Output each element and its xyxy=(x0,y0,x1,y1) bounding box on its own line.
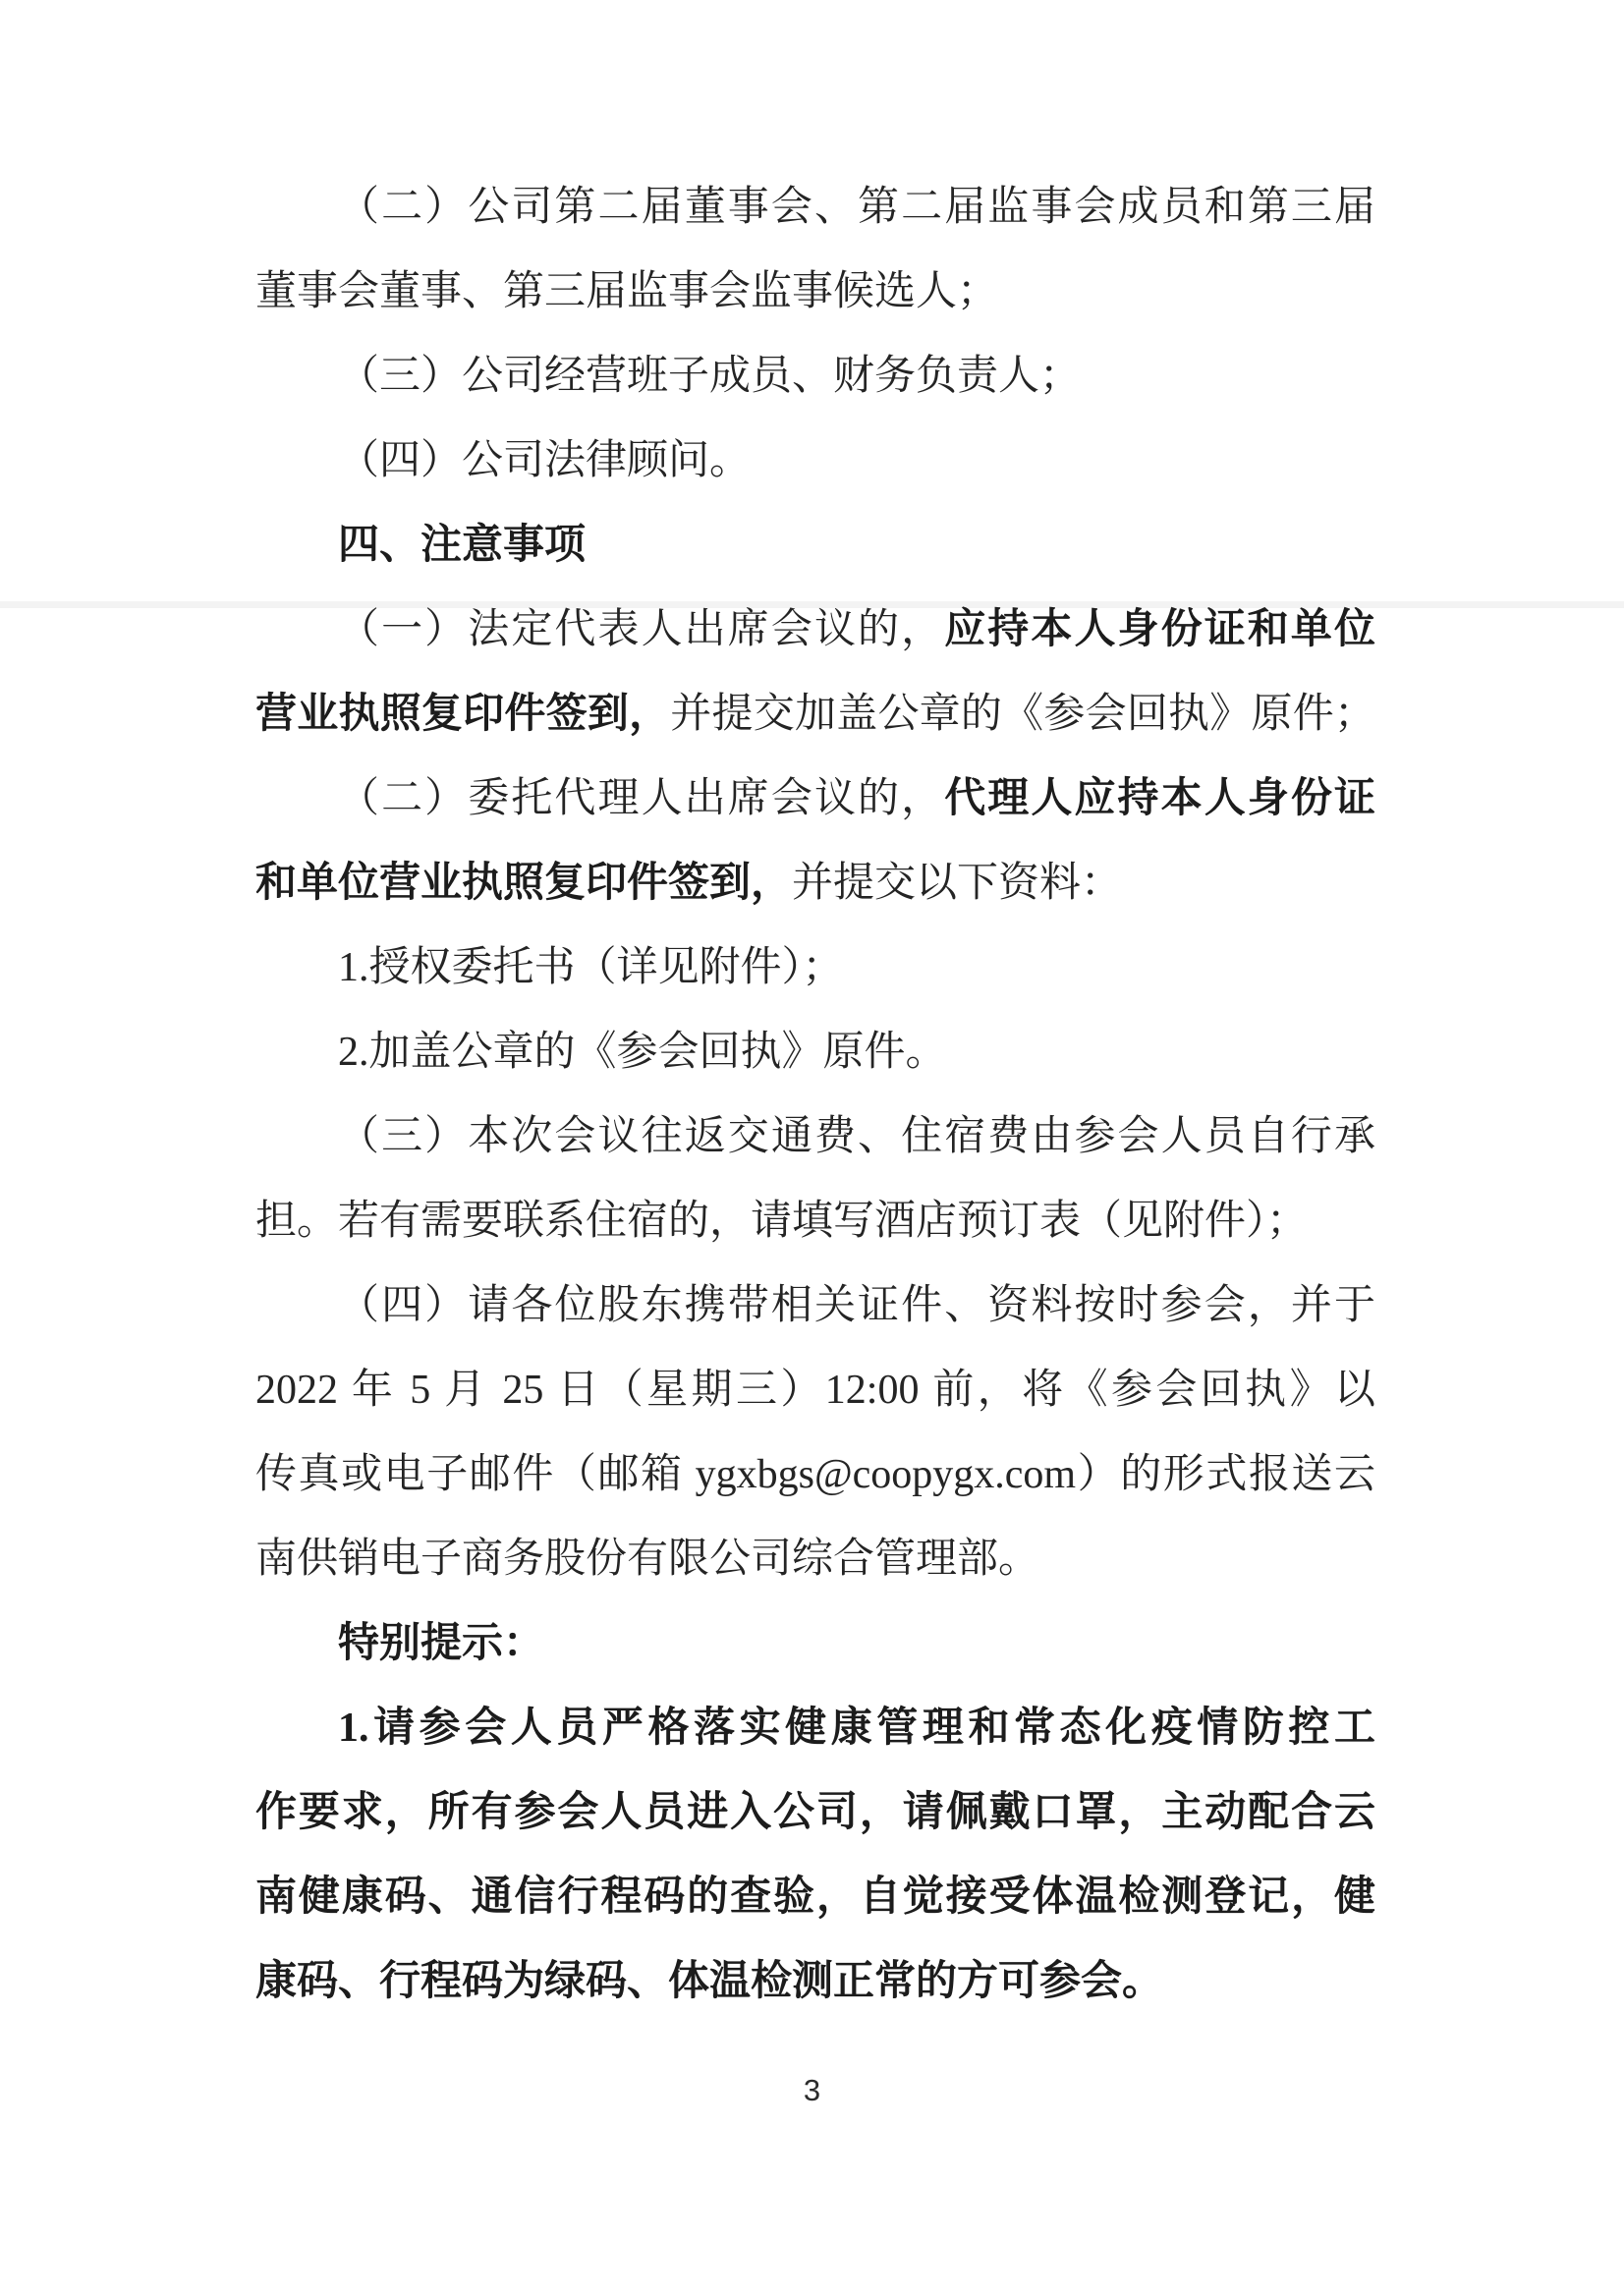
text-run: 董事会董事、第三届监事会监事候选人； xyxy=(255,269,999,314)
bold-text-run: 四、注意事项 xyxy=(338,523,587,568)
text-run: 并提交以下资料： xyxy=(792,861,1123,906)
text-line xyxy=(255,1010,1375,1094)
bold-text-run: 1.请参会人员严格落实健康管理和常态化疫情防控工 xyxy=(338,1706,1375,1751)
text-line xyxy=(255,1855,1375,1939)
text-run: 2.加盖公章的《参会回执》原件。 xyxy=(338,1030,947,1075)
text-run: 南供销电子商务股份有限公司综合管理部。 xyxy=(255,1537,1040,1582)
bold-text-run: 南健康码、通信行程码的查验，自觉接受体温检测登记，健 xyxy=(255,1875,1375,1920)
text-line xyxy=(255,165,1375,250)
bold-text-run: 特别提示： xyxy=(338,1621,545,1666)
text-line xyxy=(255,503,1375,588)
text-line xyxy=(255,1263,1375,1348)
text-line xyxy=(255,672,1375,756)
text-line xyxy=(255,1432,1375,1517)
text-line xyxy=(255,756,1375,841)
text-line xyxy=(255,588,1375,672)
text-line xyxy=(255,419,1375,503)
text-line xyxy=(255,250,1375,334)
text-line xyxy=(255,1094,1375,1179)
page-footer xyxy=(0,2073,1624,2108)
bold-text-run: 应持本人身份证和单位 xyxy=(944,607,1375,652)
bold-text-run: 和单位营业执照复印件签到， xyxy=(255,861,793,906)
text-line xyxy=(255,1939,1375,2024)
text-line xyxy=(255,1770,1375,1855)
page-number: 3 xyxy=(803,2073,821,2107)
text-run: 担。若有需要联系住宿的，请填写酒店预订表（见附件）； xyxy=(255,1199,1309,1244)
text-line xyxy=(255,1686,1375,1770)
text-line xyxy=(255,1179,1375,1263)
text-run: （二）委托代理人出席会议的， xyxy=(338,776,945,821)
text-run: （四）请各位股东携带相关证件、资料按时参会，并于 xyxy=(338,1283,1375,1328)
text-run: （一）法定代表人出席会议的， xyxy=(338,607,945,652)
text-run: 2022 年 5 月 25 日（星期三）12:00 前，将《参会回执》以 xyxy=(255,1368,1375,1413)
text-run: 传真或电子邮件（邮箱 ygxbgs@coopygx.com）的形式报送云 xyxy=(255,1452,1375,1497)
text-line xyxy=(255,925,1375,1010)
text-line xyxy=(255,1517,1375,1601)
text-line xyxy=(255,1348,1375,1432)
bold-text-run: 作要求，所有参会人员进入公司，请佩戴口罩，主动配合云 xyxy=(255,1790,1375,1835)
bold-text-run: 代理人应持本人身份证 xyxy=(944,776,1375,821)
text-line xyxy=(255,841,1375,925)
text-line xyxy=(255,1601,1375,1686)
text-run: （二）公司第二届董事会、第二届监事会成员和第三届 xyxy=(338,185,1375,230)
bold-text-run: 营业执照复印件签到， xyxy=(255,692,671,737)
text-run: 1.授权委托书（详见附件）； xyxy=(338,945,844,990)
document-body xyxy=(255,165,1375,2024)
bold-text-run: 康码、行程码为绿码、体温检测正常的方可参会。 xyxy=(255,1959,1164,2004)
text-line xyxy=(255,334,1375,419)
text-run: （三）本次会议往返交通费、住宿费由参会人员自行承 xyxy=(338,1114,1375,1159)
text-run: （三）公司经营班子成员、财务负责人； xyxy=(338,354,1082,399)
text-run: 并提交加盖公章的《参会回执》原件； xyxy=(670,692,1375,737)
text-run: （四）公司法律顾问。 xyxy=(338,438,752,483)
